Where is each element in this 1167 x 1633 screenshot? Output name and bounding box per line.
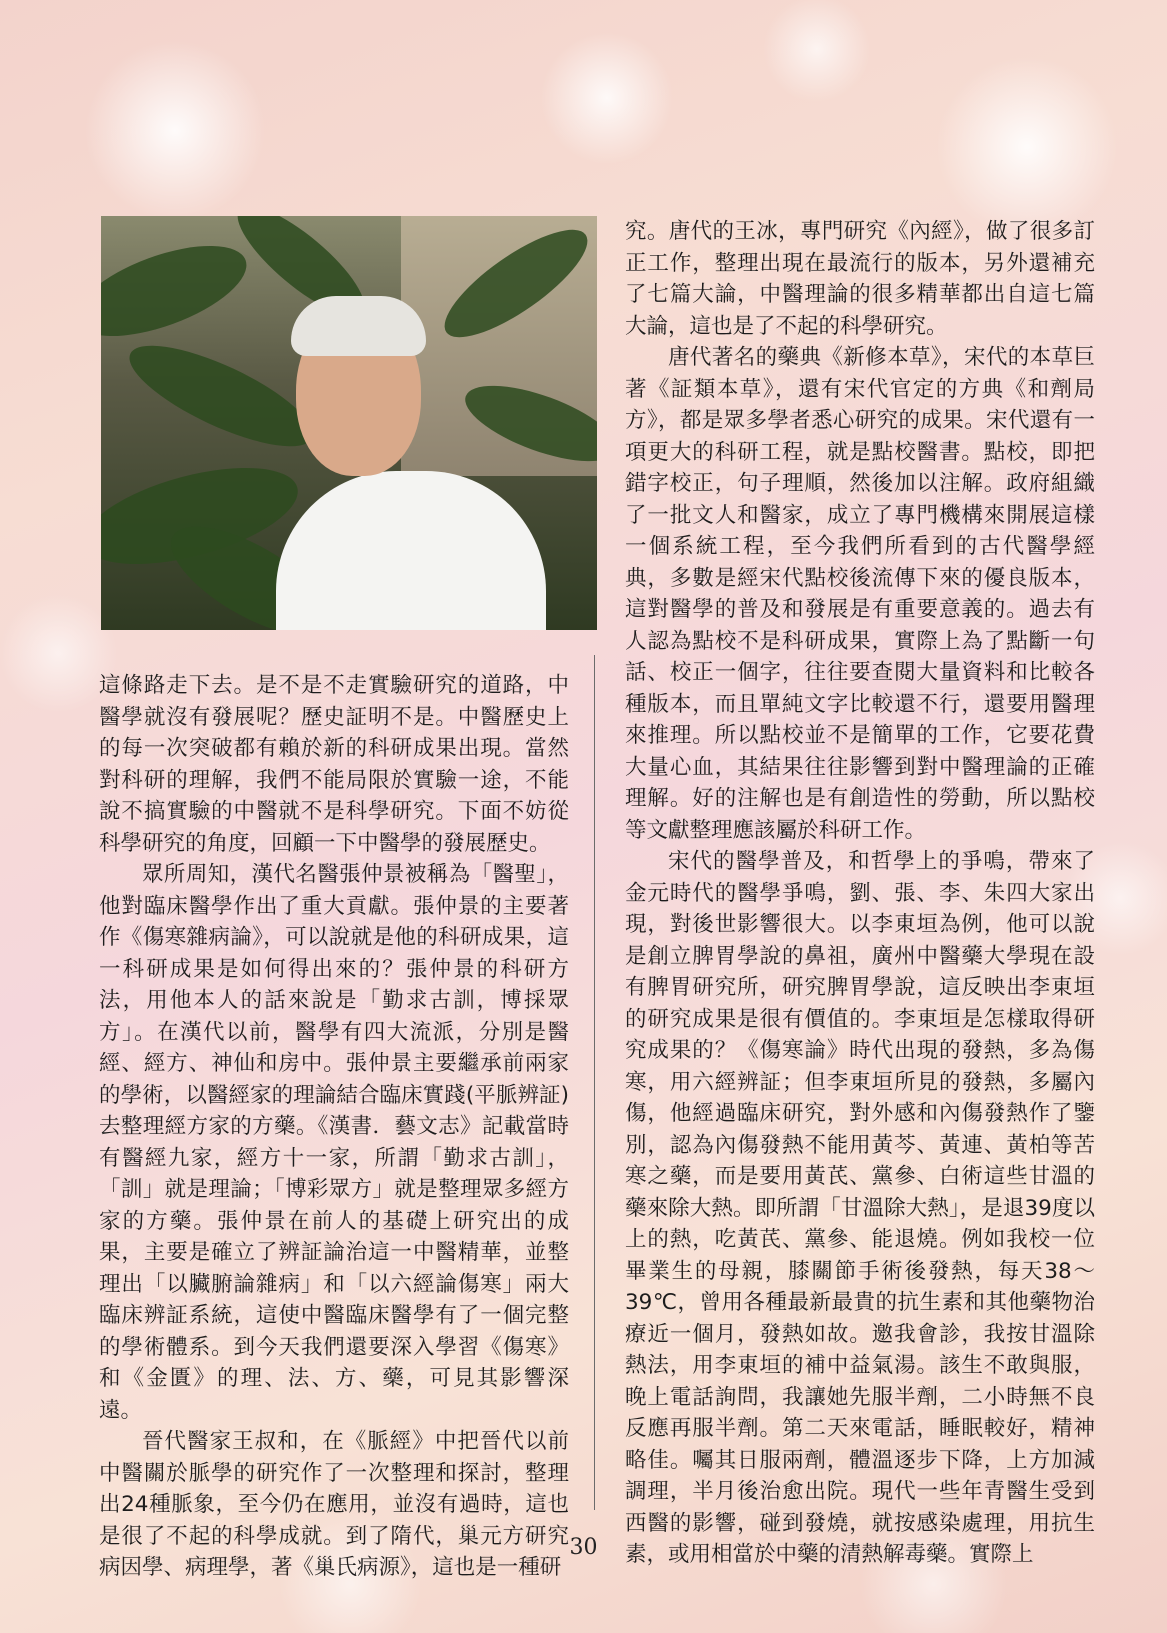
paragraph: 唐代著名的藥典《新修本草》，宋代的本草巨著《証類本草》，還有宋代官定的方典《和劑局方》，都是眾多學者悉心研究的成果。宋代還有一項更大的科研工程，就是點校醫書。點校，即把錯字校正，句子理順，然後加以注解。政府組織了一批文人和醫家，成立了專門機構來開展這樣一個系統工程，至今我們所看到的古代醫學經典，多數是經宋代點校後流傳下來的優良版本，這對醫學的普及和發展是有重要意義的。過去有人認為點校不是科研成果，實際上為了點斷一句話、校正一個字，往往要查閱大量資料和比較各種版本，而且單純文字比較還不行，還要用醫理來推理。所以點校並不是簡單的工作，它要花費大量心血，其結果往往影響到對中醫理論的正確理解。好的注解也是有創造性的勞動，所以點校等文獻整理應該屬於科研工作。	[625, 345, 1095, 843]
portrait-photo	[101, 216, 597, 630]
paragraph: 眾所周知，漢代名醫張仲景被稱為「醫聖」，他對臨床醫學作出了重大貢獻。張仲景的主要著作《傷寒雜病論》，可以說就是他的科研成果，這一科研成果是如何得出來的？張仲景的科研方法，用他本人的話來說是「勤求古訓，博採眾方」。在漢代以前，醫學有四大流派，分別是醫經、經方、神仙和房中。張仲景主要繼承前兩家的學術，以醫經家的理論結合臨床實踐(平脈辨証)去整理經方家的方藥。《漢書．藝文志》記載當時有醫經九家，經方十一家，所謂「勤求古訓」，「訓」就是理論；「博彩眾方」就是整理眾多經方家的方藥。張仲景在前人的基礎上研究出的成果，主要是確立了辨証論治這一中醫精華，並整理出「以臟腑論雜病」和「以六經論傷寒」兩大臨床辨証系統，這使中醫臨床醫學有了一個完整的學術體系。到今天我們還要深入學習《傷寒》和《金匱》的理、法、方、藥，可見其影響深遠。	[99, 862, 569, 1423]
column-divider	[594, 655, 595, 1510]
paragraph: 這條路走下去。是不是不走實驗研究的道路，中醫學就沒有發展呢？歷史証明不是。中醫歷史上的每一次突破都有賴於新的科研成果出現。當然對科研的理解，我們不能局限於實驗一途，不能說不搞實驗的中醫就不是科學研究。下面不妨從科學研究的角度，回顧一下中醫學的發展歷史。	[99, 673, 569, 856]
palm-frond	[101, 227, 258, 354]
person-shirt	[276, 471, 546, 630]
paragraph: 宋代的醫學普及，和哲學上的爭鳴，帶來了金元時代的醫學爭鳴，劉、張、李、朱四大家出現，對後世影響很大。以李東垣為例，他可以說是創立脾胃學說的鼻祖，廣州中醫藥大學現在設有脾胃研究所，研究脾胃學說，這反映出李東垣的研究成果是很有價值的。李東垣是怎樣取得研究成果的？《傷寒論》時代出現的發熱，多為傷寒，用六經辨証；但李東垣所見的發熱，多屬內傷，他經過臨床研究，對外感和內傷發熱作了鑒別，認為內傷發熱不能用黃芩、黃連、黃柏等苦寒之藥，而是要用黃芪、黨參、白術這些甘溫的藥來除大熱。即所謂「甘溫除大熱」，是退39度以上的熱，吃黃芪、黨參、能退燒。例如我校一位畢業生的母親，膝關節手術後發熱，每天38～39℃，曾用各種最新最貴的抗生素和其他藥物治療近一個月，發熱如故。邀我會診，我按甘溫除熱法，用李東垣的補中益氣湯。該生不敢與服，晚上電話詢問，我讓她先服半劑，二小時無不良反應再服半劑。第二天來電話，睡眠較好，精神略佳。囑其日服兩劑，體溫逐步下降，上方加減調理，半月後治愈出院。現代一些年青醫生受到西醫的影響，碰到發燒，就按感染處理，用抗生素，或用相當於中藥的清熱解毒藥。實際上	[625, 849, 1095, 1567]
right-text-column	[625, 216, 1095, 1571]
paragraph: 晉代醫家王叔和，在《脈經》中把晉代以前中醫關於脈學的研究作了一次整理和探討，整理出24種脈象，至今仍在應用，並沒有過時，這也是很了不起的科學成就。到了隋代，巢元方研究病因學、病理學，著《巢氏病源》，這也是一種研	[99, 1429, 569, 1580]
person-hair	[291, 296, 426, 356]
left-text-column	[99, 670, 569, 1584]
page-number: 30	[569, 1535, 598, 1560]
paragraph: 究。唐代的王冰，專門研究《內經》，做了很多訂正工作，整理出現在最流行的版本，另外還補充了七篇大論，中醫理論的很多精華都出自這七篇大論，這也是了不起的科學研究。	[625, 219, 1095, 339]
